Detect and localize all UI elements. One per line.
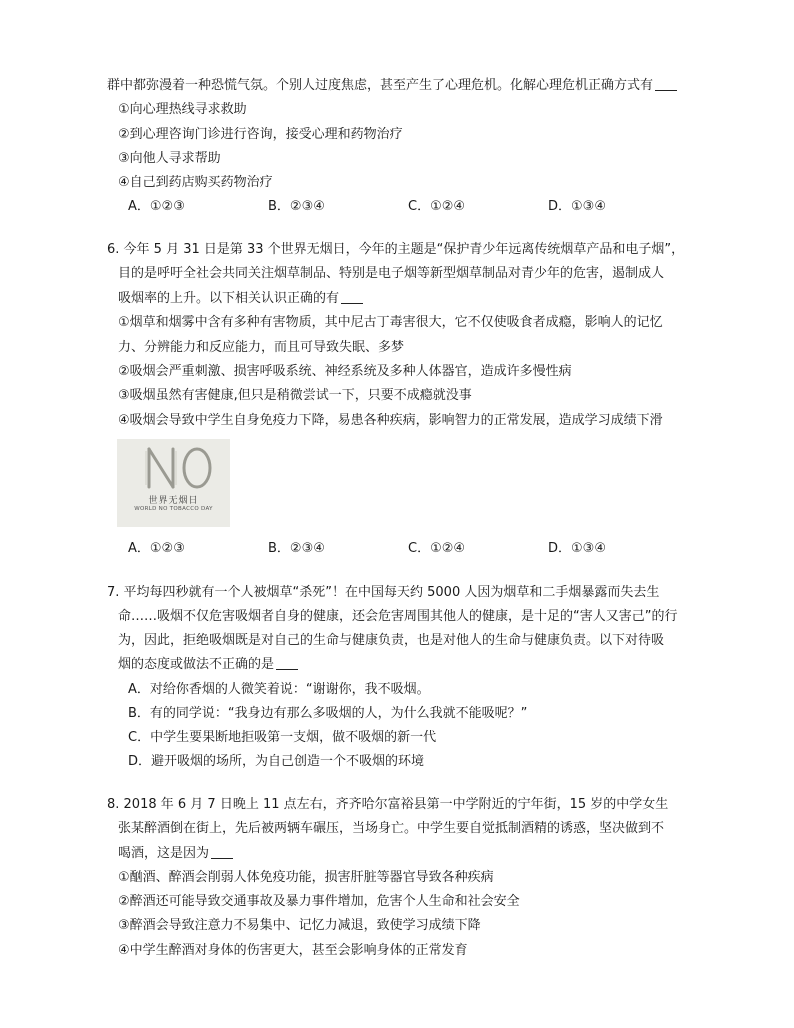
- q5-item-4: ④自己到药店购买药物治疗: [118, 175, 273, 190]
- q5-item-1: ①向心理热线寻求救助: [118, 102, 247, 117]
- q5-choice-d: D．①③④: [548, 199, 606, 214]
- q7-option-a: A．对给你香烟的人微笑着说：“谢谢你，我不吸烟。: [128, 682, 430, 697]
- q6-choice-a: A．①②③: [128, 541, 185, 556]
- answer-blank: [211, 844, 233, 859]
- q8-stem-line-3: 喝酒，这是因为: [118, 843, 233, 865]
- q6-choice-d: D．①③④: [548, 541, 606, 556]
- q6-item-1: ①烟草和烟雾中含有多种有害物质，其中尼古丁毒害很大，它不仅使吸食者成瘾，影响人的记忆: [118, 315, 663, 330]
- q8-item-4: ④中学生醉酒对身体的伤害更大，甚至会影响身体的正常发育: [118, 943, 468, 958]
- q6-stem-line-3: 吸烟率的上升。以下相关认识正确的有: [118, 288, 363, 310]
- q5-choice-c: C．①②④: [408, 199, 466, 214]
- q6-stem-line-1: 6. 今年 5 月 31 日是第 33 个世界无烟日，今年的主题是“保护青少年远离传统烟草产品和电子烟”，: [107, 242, 685, 257]
- no-tobacco-day-image: [117, 439, 230, 527]
- q5-item-3: ③向他人寻求帮助: [118, 151, 221, 166]
- q8-stem-line-2: 张某醉酒倒在街上，先后被两辆车碾压，当场身亡。中学生要自觉抵制酒精的诱惑，坚决做到不: [118, 821, 665, 836]
- cigarette-no-icon: [117, 439, 230, 527]
- q6-choice-b: B．②③④: [268, 541, 325, 556]
- q5-choice-b: B．②③④: [268, 199, 325, 214]
- answer-blank: [276, 655, 298, 670]
- q7-stem-line-3: 为，因此，拒绝吸烟既是对自己的生命与健康负责，也是对他人的生命与健康负责。以下对待吸: [118, 633, 665, 648]
- q5-item-2: ②到心理咨询门诊进行咨询，接受心理和药物治疗: [118, 127, 403, 142]
- q8-stem-line-1: 8. 2018 年 6 月 7 日晚上 11 点左右，齐齐哈尔富裕县第一中学附近的宁年街，15 岁的中学女生: [107, 797, 669, 812]
- q7-option-d: D．避开吸烟的场所，为自己创造一个不吸烟的环境: [128, 754, 425, 769]
- q7-option-c: C．中学生要果断地拒吸第一支烟，做不吸烟的新一代: [128, 730, 437, 745]
- q6-stem-line-2: 目的是呼吁全社会共同关注烟草制品、特别是电子烟等新型烟草制品对青少年的危害，遏制成人: [118, 266, 665, 281]
- q6-item-1-cont: 力、分辨能力和反应能力，而且可导致失眠、多梦: [118, 340, 405, 355]
- q6-item-3: ③吸烟虽然有害健康,但只是稍微尝试一下，只要不成瘾就没事: [118, 388, 472, 403]
- q8-item-3: ③醉酒会导致注意力不易集中、记忆力减退，致使学习成绩下降: [118, 918, 481, 933]
- q7-stem-line-4: 烟的态度或做法不正确的是: [118, 654, 298, 676]
- figure-caption: 世界无烟日: [148, 496, 199, 506]
- q8-item-2: ②醉酒还可能导致交通事故及暴力事件增加，危害个人生命和社会安全: [118, 894, 520, 909]
- q7-option-b: B．有的同学说：“我身边有那么多吸烟的人，为什么我就不能吸呢？”: [128, 706, 528, 721]
- q8-item-1: ①酗酒、醉酒会削弱人体免疫功能，损害肝脏等器官导致各种疾病: [118, 870, 494, 885]
- q7-stem-line-2: 命……吸烟不仅危害吸烟者自身的健康，还会危害周围其他人的健康，是十足的“害人又害己”的行: [118, 609, 678, 624]
- q5-choice-a: A．①②③: [128, 199, 185, 214]
- q5-stem: 群中都弥漫着一种恐慌气氛。个别人过度焦虑，甚至产生了心理危机。化解心理危机正确方式有: [107, 75, 677, 97]
- figure-caption-en: WORLD NO TOBACCO DAY: [134, 506, 213, 512]
- answer-blank: [655, 76, 677, 91]
- answer-blank: [341, 289, 363, 304]
- q6-item-2: ②吸烟会严重刺激、损害呼吸系统、神经系统及多种人体器官，造成许多慢性病: [118, 364, 572, 379]
- q6-choice-c: C．①②④: [408, 541, 466, 556]
- q7-stem-line-1: 7. 平均每四秒就有一个人被烟草“杀死”！在中国每天约 5000 人因为烟草和二手烟暴露而失去生: [107, 585, 660, 600]
- q6-item-4: ④吸烟会导致中学生自身免疫力下降，易患各种疾病，影响智力的正常发展，造成学习成绩下滑: [118, 413, 663, 428]
